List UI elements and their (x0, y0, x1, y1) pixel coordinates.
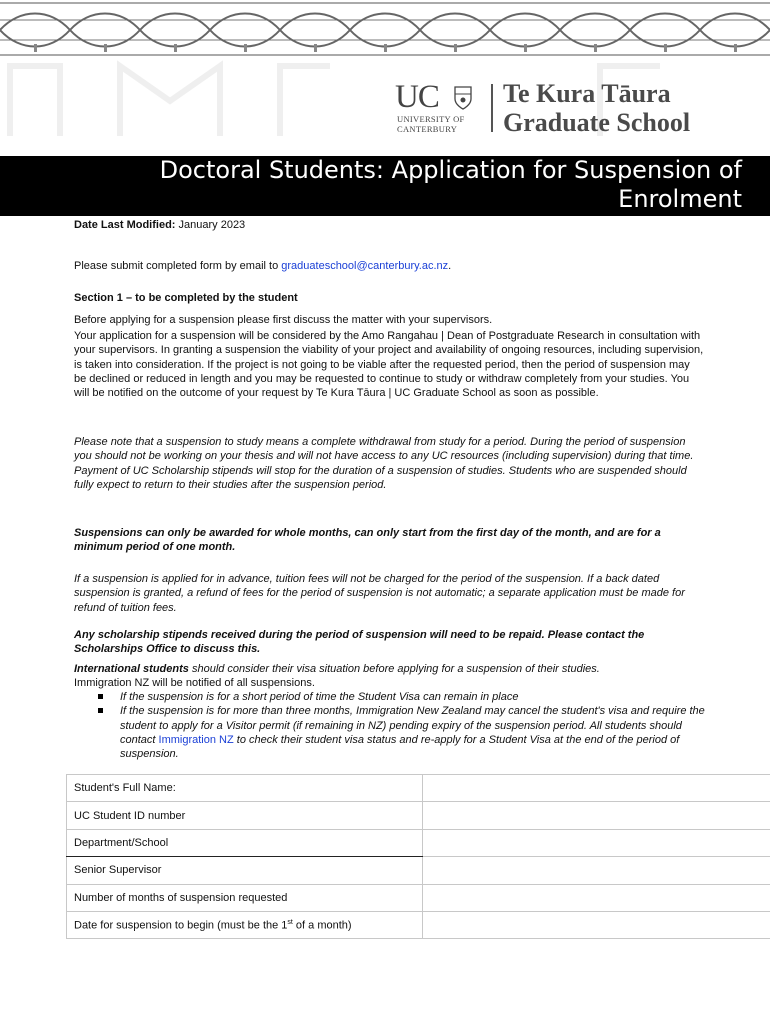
note-whole-months: Suspensions can only be awarded for whole months, can only start from the first day of the month, and are for a minimum period of one month. (74, 527, 661, 554)
field-label-start-date (67, 911, 423, 938)
title-bar (0, 156, 770, 216)
international-line2: Immigration NZ will be notified of all suspensions. (74, 677, 315, 690)
section-1-heading: Section 1 – to be completed by the student (74, 292, 298, 304)
list-item (96, 690, 706, 704)
submit-prefix: Please submit completed form by email to (74, 260, 282, 272)
table-row (67, 884, 770, 911)
field-input-full-name[interactable] (423, 775, 770, 802)
table-row (67, 911, 770, 938)
school-name-line1: Te Kura Tāura (503, 79, 671, 108)
field-label-student-id: UC Student ID number (67, 802, 423, 829)
crest-icon (454, 86, 472, 110)
intro-paragraph-1: Before applying for a suspension please first discuss the matter with your supervisors. (74, 314, 493, 326)
school-name-line2: Graduate School (503, 108, 691, 137)
school-name (503, 79, 690, 137)
field-label-months: Number of months of suspension requested (67, 884, 423, 911)
field-input-senior-supervisor[interactable] (423, 857, 770, 884)
field-label-department: Department/School (67, 829, 423, 856)
student-details-form (66, 774, 770, 939)
date-value: January 2023 (178, 219, 246, 231)
uc-sub-line1: UNIVERSITY OF (397, 114, 465, 124)
table-row (67, 857, 770, 884)
table-row (67, 775, 770, 802)
field-input-start-date[interactable] (423, 911, 770, 938)
note-withdrawal: Please note that a suspension to study means a complete withdrawal from study for a period. During the period of suspension you should not be working on your thesis and will not have access to any UC resources (including supervision) during that time. Payment of UC Scholarship stipends will stop for the duration of a suspension of studies. Students who are suspended should fully expect to return to their studies after the suspension period. (74, 436, 694, 491)
field-input-student-id[interactable] (423, 802, 770, 829)
visa-bullet-list (96, 690, 706, 761)
field-label-full-name: Student's Full Name: (67, 775, 423, 802)
date-last-modified (74, 219, 245, 231)
date-label: Date Last Modified: (74, 219, 176, 231)
email-link[interactable]: graduateschool@canterbury.ac.nz (281, 260, 449, 272)
start-date-label-before: Date for suspension to begin (must be the 1 (74, 919, 288, 932)
note-fees: If a suspension is applied for in advance, tuition fees will not be charged for the period of the suspension. If a back dated suspension is granted, a refund of fees for the period of suspension is not automatic; a separate application must be made for refund of tuition fees. (74, 573, 685, 614)
submit-suffix: . (448, 260, 452, 272)
start-date-label-sup: st (287, 918, 293, 926)
page-title: Doctoral Students: Application for Suspension of Enrolment (159, 156, 742, 213)
submit-instruction (74, 259, 704, 273)
international-bold: International students (74, 663, 189, 675)
list-item (96, 704, 706, 761)
uc-wordmark (395, 79, 485, 136)
bullet-square-icon (98, 694, 103, 699)
start-date-label-after: of a month) (292, 919, 352, 932)
immigration-nz-link[interactable]: Immigration NZ (158, 733, 234, 746)
international-italic: should consider their visa situation before applying for a suspension of their studies. (188, 663, 600, 675)
logo-divider (491, 84, 493, 132)
university-logo[interactable] (395, 80, 735, 138)
uc-sub-line2: CANTERBURY (397, 124, 458, 134)
table-row (67, 802, 770, 829)
bullet-2-text-before: If the suspension is for more than three months, Immigration New Zealand may cancel the student's visa and require the student to apply for a Visitor permit (if remaining in NZ) pending expiry of the suspension period. All students should contact (120, 705, 705, 746)
intro-paragraph-2: Your application for a suspension will be considered by the Amo Rangahau | Dean of Postgraduate Research in consultation with your supervisors. In granting a suspension the viability of your project and availability of ongoing resources, including supervision, is taken into consideration. If the project is not going to be viable after the requested period, then the period of suspension may be declined or reduced in length and you may be requested to continue to study or withdraw completely from your studies. You will be notified on the outcome of your request by Te Kura Tāura | UC Graduate School as soon as possible. (74, 330, 704, 400)
international-students-note (74, 662, 704, 691)
field-label-senior-supervisor: Senior Supervisor (67, 857, 423, 884)
field-input-months[interactable] (423, 884, 770, 911)
bullet-1-text: If the suspension is for a short period of time the Student Visa can remain in place (120, 691, 519, 703)
note-stipends: Any scholarship stipends received during the period of suspension will need to be repaid. Please contact the Scholarships Office to discuss this. (74, 629, 645, 656)
bullet-2-text-after: to check their student visa status and re-apply for a Student Visa at the end of the period of suspension. (120, 733, 680, 761)
field-input-department[interactable] (423, 829, 770, 856)
table-row (67, 829, 770, 856)
uc-letters: UC (395, 79, 439, 115)
bullet-square-icon (98, 708, 103, 713)
